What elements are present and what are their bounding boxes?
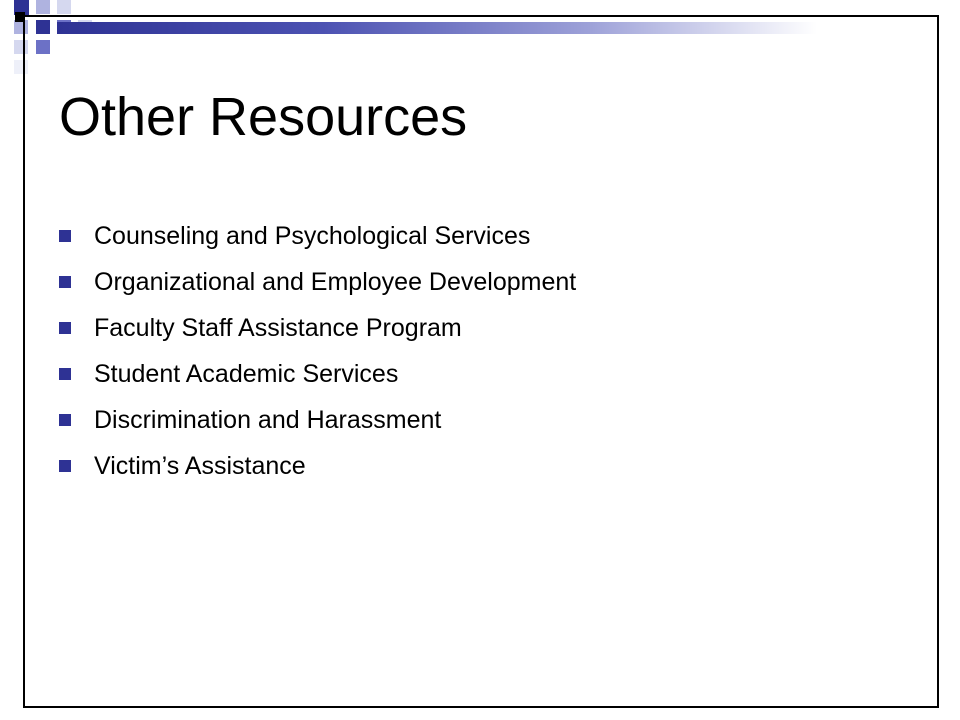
square-bullet-icon [59,460,71,472]
bullet-list [59,213,576,489]
deco-square [36,0,50,14]
bullet-text: Counseling and Psychological Services [94,221,531,250]
bullet-item [59,443,576,489]
square-bullet-icon [59,230,71,242]
bullet-text: Faculty Staff Assistance Program [94,313,462,342]
corner-marker [15,12,25,22]
bullet-item [59,351,576,397]
bullet-item [59,259,576,305]
deco-square [57,0,71,14]
bullet-text: Victim’s Assistance [94,451,306,480]
bullet-item [59,213,576,259]
bullet-item [59,305,576,351]
slide-title: Other Resources [59,87,468,147]
bullet-text: Student Academic Services [94,359,399,388]
square-bullet-icon [59,322,71,334]
bullet-text: Organizational and Employee Development [94,267,577,296]
square-bullet-icon [59,368,71,380]
square-bullet-icon [59,276,71,288]
bullet-text: Discrimination and Harassment [94,405,442,434]
bullet-item [59,397,576,443]
square-bullet-icon [59,414,71,426]
